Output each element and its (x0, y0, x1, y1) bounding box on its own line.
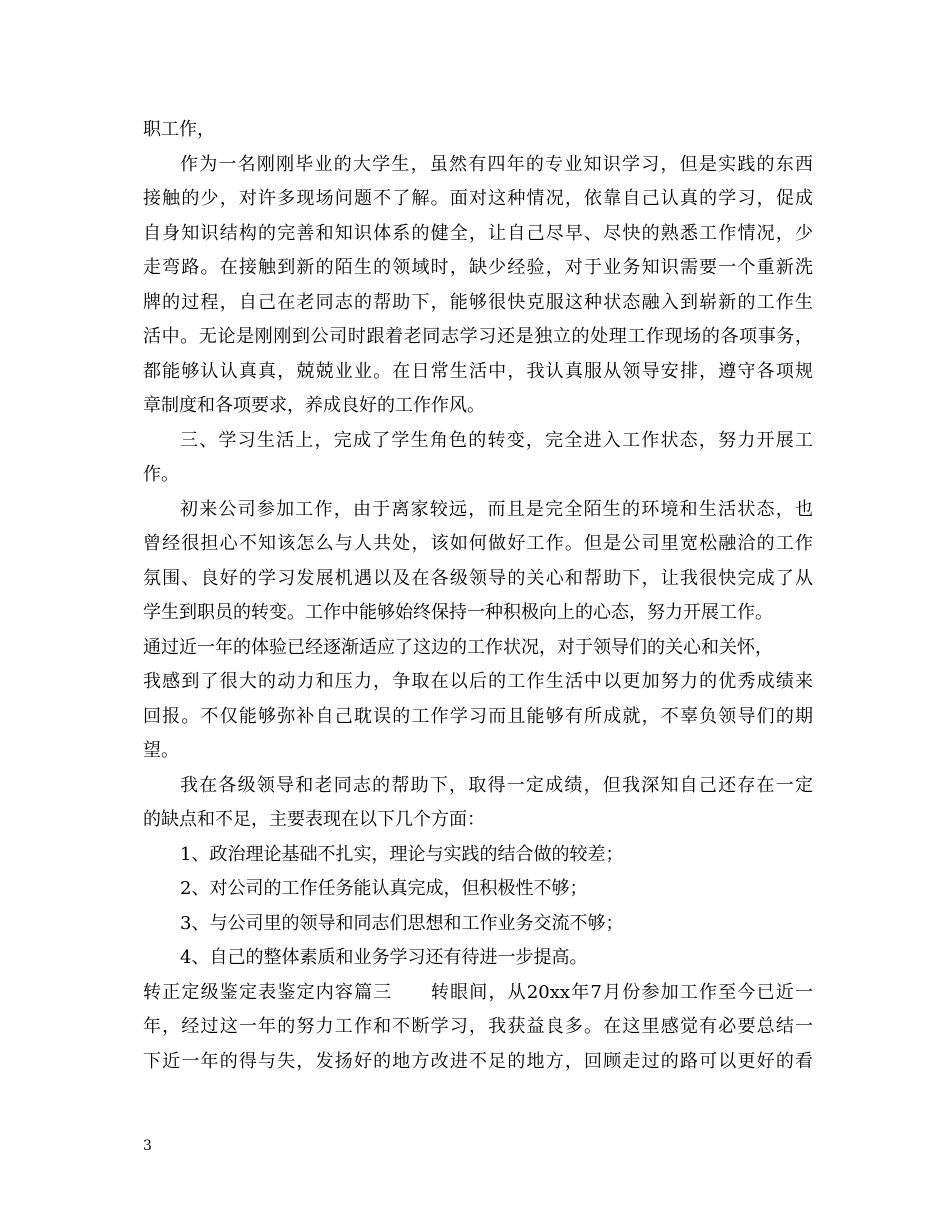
text-line: 我感到了很大的动力和压力，争取在以后的工作生活中以更加努力的优秀成绩来 (143, 671, 813, 692)
text-line: 职工作， (143, 119, 215, 140)
text-line: 转正定级鉴定表鉴定内容篇三 转眼间，从20xx年7月份参加工作至今已近一 (143, 981, 813, 1003)
text-line: 活中。无论是刚刚到公司时跟着老同志学习还是独立的处理工作现场的各项事务， (143, 326, 813, 347)
text-line: 曾经很担心不知该怎么与人共处，该如何做好工作。但是公司里宽松融洽的工作 (143, 533, 813, 554)
body-text (143, 113, 813, 1079)
list-item: 1、政治理论基础不扎实，理论与实践的结合做的较差； (180, 843, 624, 865)
text-line: 章制度和各项要求，养成良好的工作作风。 (143, 395, 485, 416)
text-line: 接触的少，对许多现场问题不了解。面对这种情况，依靠自己认真的学习，促成 (143, 188, 813, 209)
text-line: 望。 (143, 740, 179, 761)
text-line: 作。 (143, 464, 179, 485)
text-line: 我在各级领导和老同志的帮助下，取得一定成绩，但我深知自己还存在一定 (180, 774, 813, 796)
list-item: 3、与公司里的领导和同志们思想和工作业务交流不够； (180, 912, 624, 934)
text-line: 三、学习生活上，完成了学生角色的转变，完全进入工作状态，努力开展工 (180, 429, 813, 451)
page-number: 3 (143, 1138, 152, 1154)
text-line: 回报。不仅能够弥补自己耽误的工作学习而且能够有所成就，不辜负领导们的期 (143, 705, 813, 727)
text-line: 氛围、良好的学习发展机遇以及在各级领导的关心和帮助下，让我很快完成了从 (143, 567, 813, 589)
text-line: 的缺点和不足，主要表现在以下几个方面： (143, 809, 485, 830)
text-line: 走弯路。在接触到新的陌生的领域时，缺少经验，对于业务知识需要一个重新洗 (143, 257, 813, 278)
text-line: 通过近一年的体验已经逐渐适应了这边的工作状况，对于领导们的关心和关怀， (143, 636, 773, 658)
text-line: 作为一名刚刚毕业的大学生，虽然有四年的专业知识学习，但是实践的东西 (180, 153, 813, 175)
text-line: 学生到职员的转变。工作中能够始终保持一种积极向上的心态，努力开展工作。 (143, 602, 773, 623)
text-line: 年，经过这一年的努力工作和不断学习，我获益良多。在这里感觉有必要总结一 (143, 1016, 813, 1037)
text-line: 自身知识结构的完善和知识体系的健全，让自己尽早、尽快的熟悉工作情况，少 (143, 222, 813, 244)
text-line: 下近一年的得与失，发扬好的地方改进不足的地方，回顾走过的路可以更好的看 (143, 1050, 813, 1072)
list-item: 4、自己的整体素质和业务学习还有待进一步提高。 (180, 947, 588, 968)
text-line: 初来公司参加工作，由于离家较远，而且是完全陌生的环境和生活状态，也 (180, 498, 813, 520)
text-line: 牌的过程，自己在老同志的帮助下，能够很快克服这种状态融入到崭新的工作生 (143, 291, 813, 313)
text-line: 都能够认认真真，兢兢业业。在日常生活中，我认真服从领导安排，遵守各项规 (143, 360, 813, 382)
list-item: 2、对公司的工作任务能认真完成，但积极性不够； (180, 878, 588, 899)
